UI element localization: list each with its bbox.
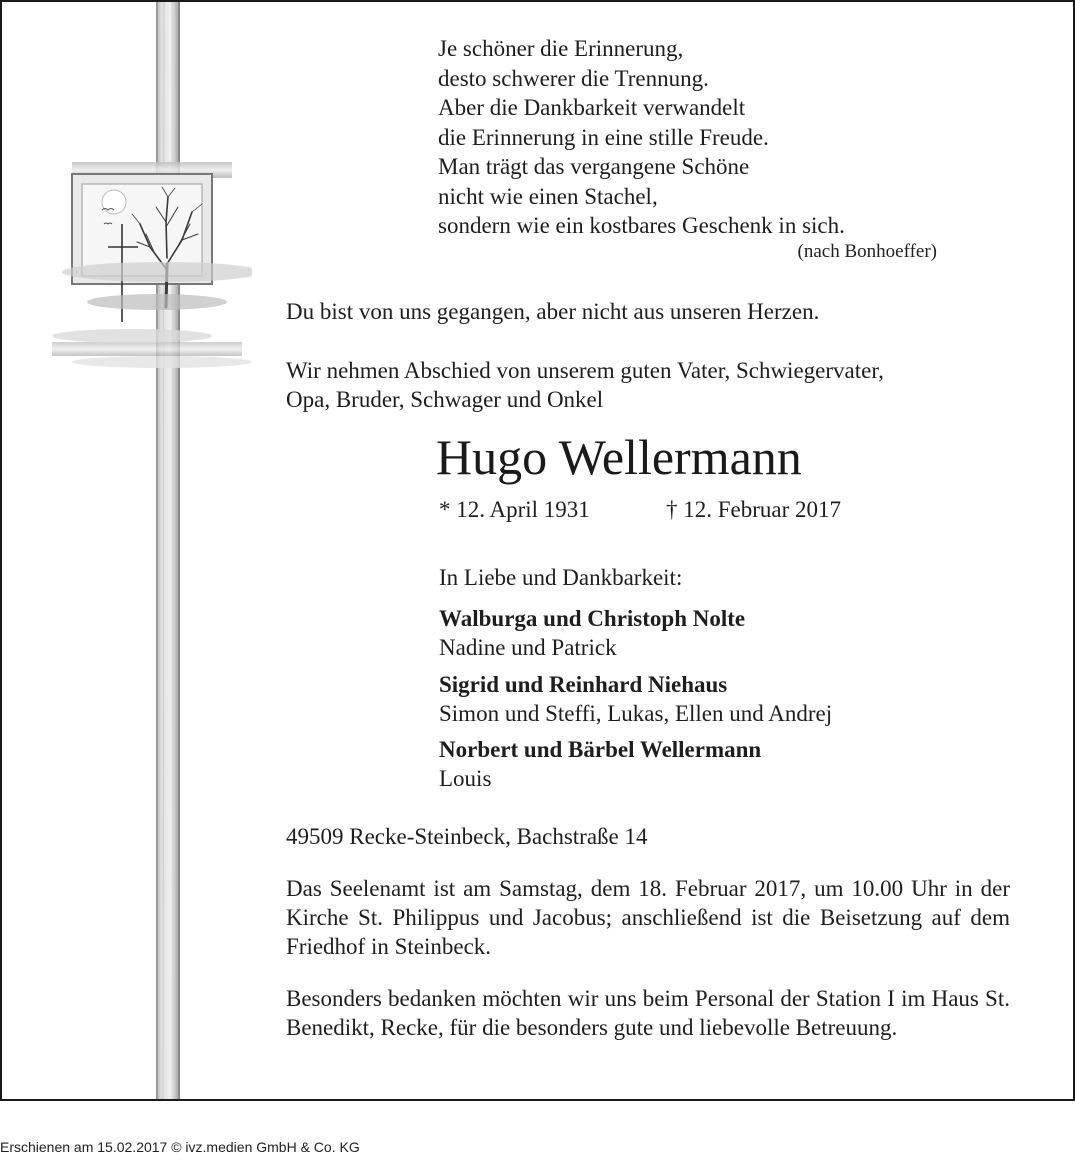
family-children: Nadine und Patrick xyxy=(439,635,617,660)
intro-text: Du bist von uns gegangen, aber nicht aus unseren Herzen. xyxy=(286,299,820,324)
publication-footer: Erschienen am 15.02.2017 © ivz.medien GmbH & Co. KG xyxy=(0,1139,360,1155)
poem-line: Aber die Dankbarkeit verwandelt xyxy=(438,95,746,120)
poem-source: (nach Bonhoeffer) xyxy=(797,241,937,262)
deceased-name: Hugo Wellermann xyxy=(436,429,802,485)
poem-line: nicht wie einen Stachel, xyxy=(438,183,658,209)
thanks-text: Besonders bedanken möchten wir uns beim Personal der Station I im Haus St. Benedikt, Recke, für die besonders gute und liebevolle Betreuung. xyxy=(286,986,1010,1040)
poem xyxy=(438,34,845,241)
address: 49509 Recke-Steinbeck, Bachstraße 14 xyxy=(286,824,648,849)
mourners-heading: In Liebe und Dankbarkeit: xyxy=(439,565,683,590)
poem-line: Man trägt das vergangene Schöne xyxy=(438,154,750,179)
family-children: Louis xyxy=(439,766,492,791)
poem-line: desto schwerer die Trennung. xyxy=(438,65,709,91)
poem-line: Je schöner die Erinnerung, xyxy=(438,36,684,61)
family-parents: Norbert und Bärbel Wellermann xyxy=(439,737,762,762)
cross-tree-illustration xyxy=(42,2,252,1099)
family-parents: Sigrid und Reinhard Niehaus xyxy=(439,672,728,697)
farewell-line: Wir nehmen Abschied von unserem guten Vater, Schwiegervater, xyxy=(286,358,884,383)
poem-line: die Erinnerung in eine stille Freude. xyxy=(438,124,769,150)
farewell-line: Opa, Bruder, Schwager und Onkel xyxy=(286,387,604,412)
death-date: † 12. Februar 2017 xyxy=(666,497,842,522)
poem-line: sondern wie ein kostbares Geschenk in sich. xyxy=(438,213,845,238)
family-parents: Walburga und Christoph Nolte xyxy=(439,606,746,631)
farewell-text xyxy=(286,356,1010,414)
service-info: Das Seelenamt ist am Samstag, dem 18. Februar 2017, um 10.00 Uhr in der Kirche St. Philippus und Jacobus; anschließend ist die Beisetzung auf dem Friedhof in Steinbeck. xyxy=(286,876,1010,959)
family-children: Simon und Steffi, Lukas, Ellen und Andrej xyxy=(439,701,833,726)
birth-date: * 12. April 1931 xyxy=(439,497,590,522)
